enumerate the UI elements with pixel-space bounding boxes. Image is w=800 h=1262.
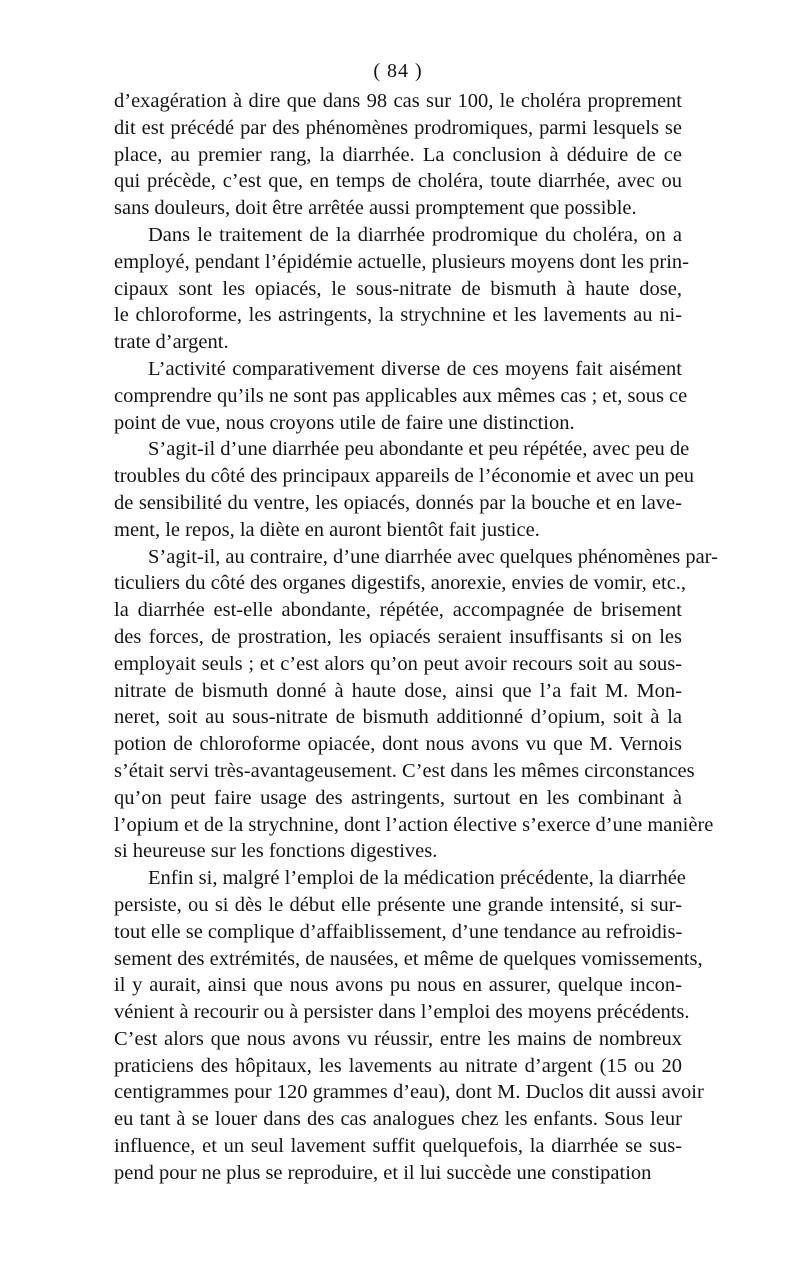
- paragraph: [114, 88, 682, 222]
- text-line: le chloroforme, les astringents, la strychnine et les lavements au ni-: [114, 304, 682, 327]
- text-line: l’opium et de la strychnine, dont l’action élective s’exerce d’une manière: [114, 813, 714, 836]
- paragraph: [114, 865, 704, 1187]
- text-line: ment, le repos, la diète en auront bientôt fait justice.: [114, 518, 540, 541]
- text-line: C’est alors que nous avons vu réussir, entre les mains de nombreux: [114, 1027, 682, 1050]
- text-line: troubles du côté des principaux appareils de l’économie et avec un peu: [114, 465, 695, 488]
- text-line: d’exagération à dire que dans 98 cas sur 100, le choléra proprement: [114, 90, 682, 112]
- paragraph: [114, 436, 695, 543]
- text-line: influence, et un seul lavement suffit quelquefois, la diarrhée se sus-: [114, 1135, 682, 1158]
- text-line: tout elle se complique d’affaiblissement, d’une tendance au refroidis-: [114, 920, 683, 943]
- text-line: trate d’argent.: [114, 331, 229, 354]
- text-line: ticuliers du côté des organes digestifs, anorexie, envies de vomir, etc.,: [114, 572, 687, 595]
- text-line: pend pour ne plus se reproduire, et il lui succède une constipation: [114, 1161, 652, 1184]
- text-line: qu’on peut faire usage des astringents, surtout en les combinant à: [114, 786, 682, 809]
- text-line: la diarrhée est-elle abondante, répétée, accompagnée de brisement: [114, 599, 682, 622]
- text-line: de sensibilité du ventre, les opiacés, donnés par la bouche et en lave-: [114, 491, 682, 514]
- text-line: persiste, ou si dès le début elle présente une grande intensité, si sur-: [114, 893, 682, 916]
- text-line: point de vue, nous croyons utile de faire une distinction.: [114, 411, 575, 434]
- text-line: eu tant à se louer dans des cas analogues chez les enfants. Sous leur: [114, 1108, 682, 1131]
- text-line: cipaux sont les opiacés, le sous-nitrate de bismuth à haute dose,: [114, 277, 682, 300]
- text-line: S’agit-il, au contraire, d’une diarrhée avec quelques phénomènes par-: [148, 545, 718, 568]
- text-line: des forces, de prostration, les opiacés seraient insuffisants si on les: [114, 625, 682, 648]
- text-line: potion de chloroforme opiacée, dont nous avons vu que M. Vernois: [114, 733, 682, 756]
- text-line: qui précède, c’est que, en temps de choléra, toute diarrhée, avec ou: [114, 170, 682, 193]
- text-line: S’agit-il d’une diarrhée peu abondante et peu répétée, avec peu de: [148, 438, 690, 461]
- book-page: [114, 58, 718, 1187]
- page-number: ( 84 ): [373, 60, 423, 82]
- text-line: employé, pendant l’épidémie actuelle, plusieurs moyens dont les prin-: [114, 250, 689, 273]
- text-line: praticiens des hôpitaux, les lavements au nitrate d’argent (15 ou 20: [114, 1054, 682, 1077]
- text-line: Dans le traitement de la diarrhée prodromique du choléra, on a: [148, 223, 682, 246]
- text-line: neret, soit au sous-nitrate de bismuth additionné d’opium, soit à la: [114, 706, 682, 729]
- text-line: s’était servi très-avantageusement. C’est dans les mêmes circonstances: [114, 759, 695, 782]
- text-line: sans douleurs, doit être arrêtée aussi promptement que possible.: [114, 197, 637, 220]
- text-line: vénient à recourir ou à persister dans l’emploi des moyens précédents.: [114, 1001, 690, 1024]
- text-line: sement des extrémités, de nausées, et même de quelques vomissements,: [114, 947, 703, 970]
- text-line: Enfin si, malgré l’emploi de la médication précédente, la diarrhée: [148, 867, 686, 890]
- text-line: L’activité comparativement diverse de ces moyens fait aisément: [148, 357, 682, 380]
- text-line: comprendre qu’ils ne sont pas applicables aux mêmes cas ; et, sous ce: [114, 384, 688, 407]
- text-line: nitrate de bismuth donné à haute dose, ainsi que l’a fait M. Mon-: [114, 679, 682, 702]
- body-text: [114, 88, 718, 1187]
- text-line: place, au premier rang, la diarrhée. La conclusion à déduire de ce: [114, 143, 682, 166]
- text-line: centigrammes pour 120 grammes d’eau), dont M. Duclos dit aussi avoir: [114, 1081, 704, 1104]
- paragraph: [114, 544, 718, 866]
- text-line: dit est précédé par des phénomènes prodromiques, parmi lesquels se: [114, 116, 682, 139]
- text-line: il y aurait, ainsi que nous avons pu nous en assurer, quelque incon-: [114, 974, 682, 997]
- paragraph: [114, 356, 688, 436]
- text-line: si heureuse sur les fonctions digestives.: [114, 840, 438, 863]
- paragraph: [114, 222, 689, 356]
- text-line: employait seuls ; et c’est alors qu’on peut avoir recours soit au sous-: [114, 652, 682, 675]
